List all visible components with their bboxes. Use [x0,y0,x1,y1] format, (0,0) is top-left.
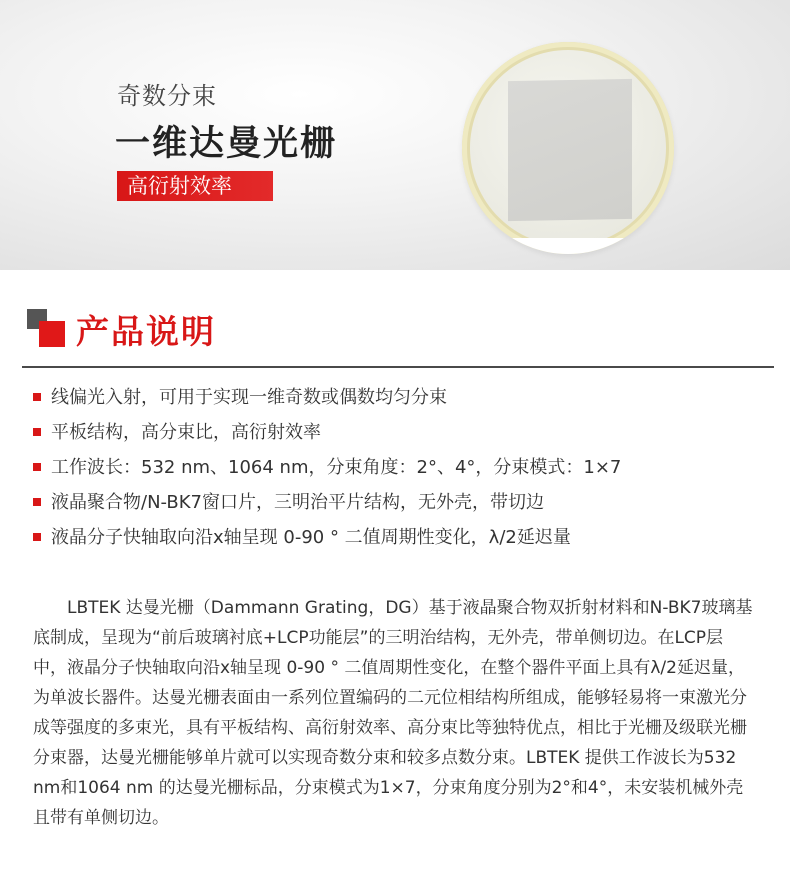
bullet-icon [33,533,41,541]
bullet-icon [33,393,41,401]
bullet-icon [33,498,41,506]
grating-active-area [508,79,632,221]
marker-red-square [39,321,65,347]
feature-item [33,485,621,520]
hero-tag: 高衍射效率 [117,171,273,201]
feature-text: 液晶聚合物/N-BK7窗口片，三明治平片结构，无外壳，带切边 [51,492,544,513]
hero-subtitle: 奇数分束 [117,82,217,110]
feature-item [33,520,621,555]
feature-text: 液晶分子快轴取向沿x轴呈现 0-90 ° 二值周期性变化，λ/2延迟量 [51,527,571,548]
feature-text: 工作波长：532 nm、1064 nm，分束角度：2°、4°，分束模式：1×7 [51,457,622,478]
feature-item [33,380,621,415]
feature-item [33,450,621,485]
section-title: 产品说明 [76,312,216,351]
hero-title: 一维达曼光栅 [115,124,338,164]
feature-text: 平板结构，高分束比，高衍射效率 [51,422,321,443]
hero-banner [0,0,790,270]
feature-item [33,415,621,450]
bullet-icon [33,428,41,436]
feature-list [33,380,621,555]
grating-product-image [462,42,674,254]
feature-text: 线偏光入射，可用于实现一维奇数或偶数均匀分束 [51,387,447,408]
bullet-icon [33,463,41,471]
section-divider [22,366,774,368]
product-description: LBTEK 达曼光栅（Dammann Grating，DG）基于液晶聚合物双折射材料和N-BK7玻璃基底制成，呈现为“前后玻璃衬底+LCP功能层”的三明治结构，无外壳，带单侧切边。在LCP层中，液晶分子快轴取向沿x轴呈现 0-90 ° 二值周期性变化，在整个器件平面上具有λ/2延迟量，为单波长器件。达曼光栅表面由一系列位置编码的二元位相结构所组成，能够轻易将一束激光分成等强度的多束光，具有平板结构、高衍射效率、高分束比等独特优点，相比于光栅及级联光栅分束器，达曼光栅能够单片就可以实现奇数分束和较多点数分束。LBTEK 提供工作波长为532 nm和1064 nm 的达曼光栅标品，分束模式为1×7，分束角度分别为2°和4°，未安装机械外壳且带有单侧切边。 [33,598,753,828]
grating-flat-edge [462,238,674,254]
